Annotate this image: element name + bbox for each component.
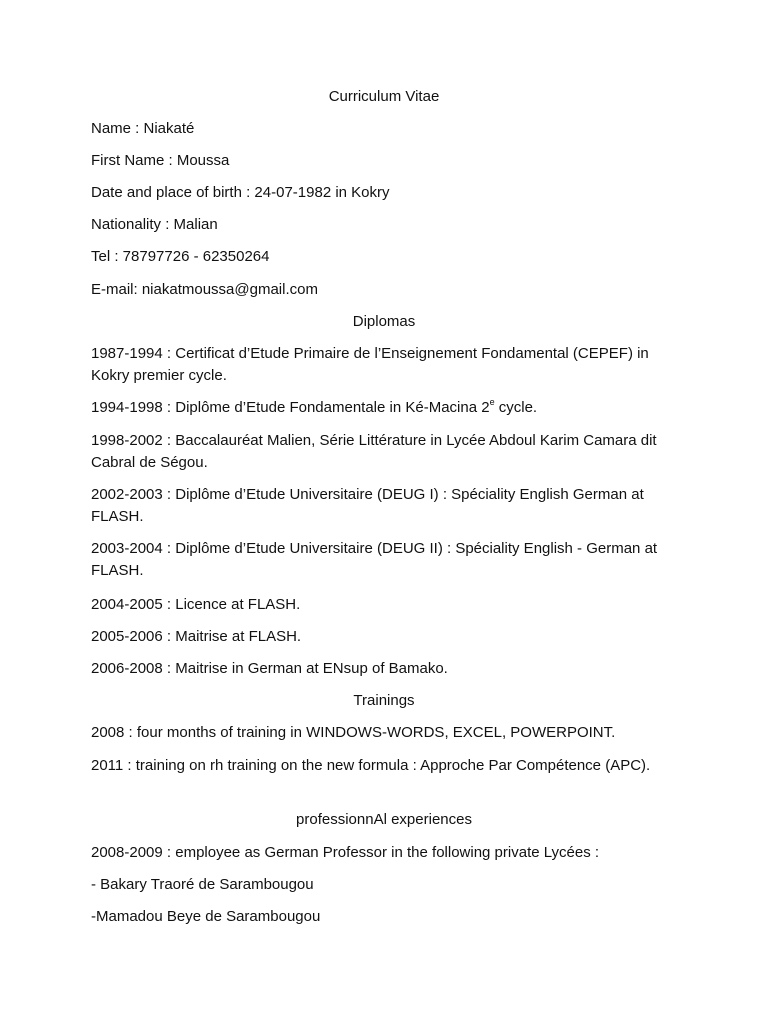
diploma-item-superscript: e: [489, 397, 495, 407]
experience-item: -Mamadou Beye de Sarambougou: [91, 908, 321, 925]
diploma-item: 2004-2005 : Licence at FLASH.: [91, 596, 301, 613]
diploma-item: 2002-2003 : Diplôme d’Etude Universitaire (DEUG I) : Spéciality English German at FLASH.: [91, 486, 644, 525]
diploma-item: 2005-2006 : Maitrise at FLASH.: [91, 628, 302, 645]
diploma-item: 2006-2008 : Maitrise in German at ENsup of Bamako.: [91, 660, 448, 677]
diploma-item: 1987-1994 : Certificat d’Etude Primaire de l’Enseignement Fondamental (CEPEF) in Kokry premier cycle.: [91, 345, 649, 384]
experiences-heading: professionnAl experiences: [296, 811, 472, 828]
document-title: Curriculum Vitae: [328, 88, 440, 105]
email-line: E-mail: niakatmoussa@gmail.com: [91, 281, 318, 298]
name-line: Name : Niakaté: [91, 120, 195, 137]
first-name-line: First Name : Moussa: [91, 152, 230, 169]
diploma-item: 1998-2002 : Baccalauréat Malien, Série Littérature in Lycée Abdoul Karim Camara dit Cabral de Ségou.: [91, 432, 657, 471]
training-item: 2008 : four months of training in WINDOWS-WORDS, EXCEL, POWERPOINT.: [91, 724, 616, 741]
training-item: 2011 : training on rh training on the new formula : Approche Par Compétence (APC).: [91, 757, 651, 774]
diploma-item: 2003-2004 : Diplôme d’Etude Universitaire (DEUG II) : Spéciality English - German at FLASH.: [91, 540, 658, 579]
nationality-line: Nationality : Malian: [91, 216, 218, 233]
experience-item: 2008-2009 : employee as German Professor in the following private Lycées :: [91, 844, 600, 861]
tel-line: Tel : 78797726 - 62350264: [91, 248, 270, 265]
diploma-item: [91, 397, 691, 419]
trainings-heading: Trainings: [353, 692, 415, 709]
diploma-item-tail: cycle.: [494, 399, 538, 416]
diploma-item-text: 1994-1998 : Diplôme d’Etude Fondamentale in Ké-Macina 2: [91, 399, 490, 416]
birth-line: Date and place of birth : 24-07-1982 in Kokry: [91, 184, 390, 201]
experience-item: - Bakary Traoré de Sarambougou: [91, 876, 314, 893]
diplomas-heading: Diplomas: [352, 313, 416, 330]
